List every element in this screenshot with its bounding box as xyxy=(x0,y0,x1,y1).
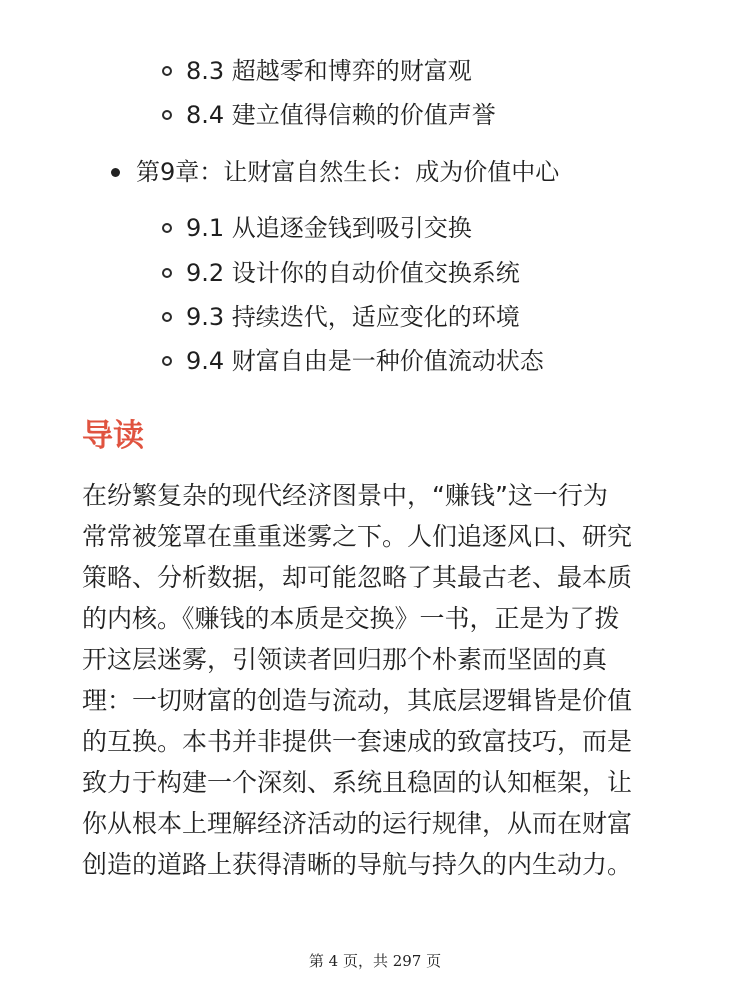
toc-subitem-9-2 xyxy=(162,253,520,293)
toc-chapter-9 xyxy=(111,152,559,192)
solid-bullet-icon xyxy=(111,168,120,177)
hollow-bullet-icon xyxy=(162,110,172,120)
hollow-bullet-icon xyxy=(162,223,172,233)
paragraph-line: 的内核。《赚钱的本质是交换》一书，正是为了拨 xyxy=(82,604,620,633)
toc-subitem-8-4 xyxy=(162,95,496,135)
paragraph-line: 的互换。本书并非提供一套速成的致富技巧，而是 xyxy=(82,727,633,756)
toc-subitem-9-4 xyxy=(162,341,544,381)
hollow-bullet-icon xyxy=(162,66,172,76)
paragraph-line: 策略、分析数据，却可能忽略了其最古老、最本质 xyxy=(82,563,633,592)
toc-subitem-9-1 xyxy=(162,208,472,248)
toc-subitem-label: 8.4 建立值得信赖的价值声誉 xyxy=(186,101,496,129)
hollow-bullet-icon xyxy=(162,312,172,322)
paragraph-line: 在纷繁复杂的现代经济图景中，“赚钱”这一行为 xyxy=(82,481,608,510)
section-heading-intro: 导读 xyxy=(82,418,144,454)
paragraph-line: 常常被笼罩在重重迷雾之下。人们追逐风口、研究 xyxy=(82,522,633,551)
toc-subitem-8-3 xyxy=(162,51,472,91)
paragraph-line: 创造的道路上获得清晰的导航与持久的内生动力。 xyxy=(82,850,633,879)
toc-subitem-label: 8.3 超越零和博弈的财富观 xyxy=(186,57,472,85)
toc-subitem-9-3 xyxy=(162,297,520,337)
hollow-bullet-icon xyxy=(162,268,172,278)
page-number-footer: 第 4 页，共 297 页 xyxy=(308,952,442,970)
intro-paragraph xyxy=(82,475,672,885)
toc-chapter-label: 第9章：让财富自然生长：成为价值中心 xyxy=(136,158,560,186)
paragraph-line: 理：一切财富的创造与流动，其底层逻辑皆是价值 xyxy=(82,686,633,715)
toc-subitem-label: 9.1 从追逐金钱到吸引交换 xyxy=(186,214,472,242)
paragraph-line: 致力于构建一个深刻、系统且稳固的认知框架，让 xyxy=(82,768,633,797)
hollow-bullet-icon xyxy=(162,356,172,366)
paragraph-line: 开这层迷雾，引领读者回归那个朴素而坚固的真 xyxy=(82,645,608,674)
paragraph-line: 你从根本上理解经济活动的运行规律，从而在财富 xyxy=(82,809,633,838)
toc-subitem-label: 9.2 设计你的自动价值交换系统 xyxy=(186,259,520,287)
toc-subitem-label: 9.3 持续迭代，适应变化的环境 xyxy=(186,303,520,331)
toc-subitem-label: 9.4 财富自由是一种价值流动状态 xyxy=(186,347,544,375)
